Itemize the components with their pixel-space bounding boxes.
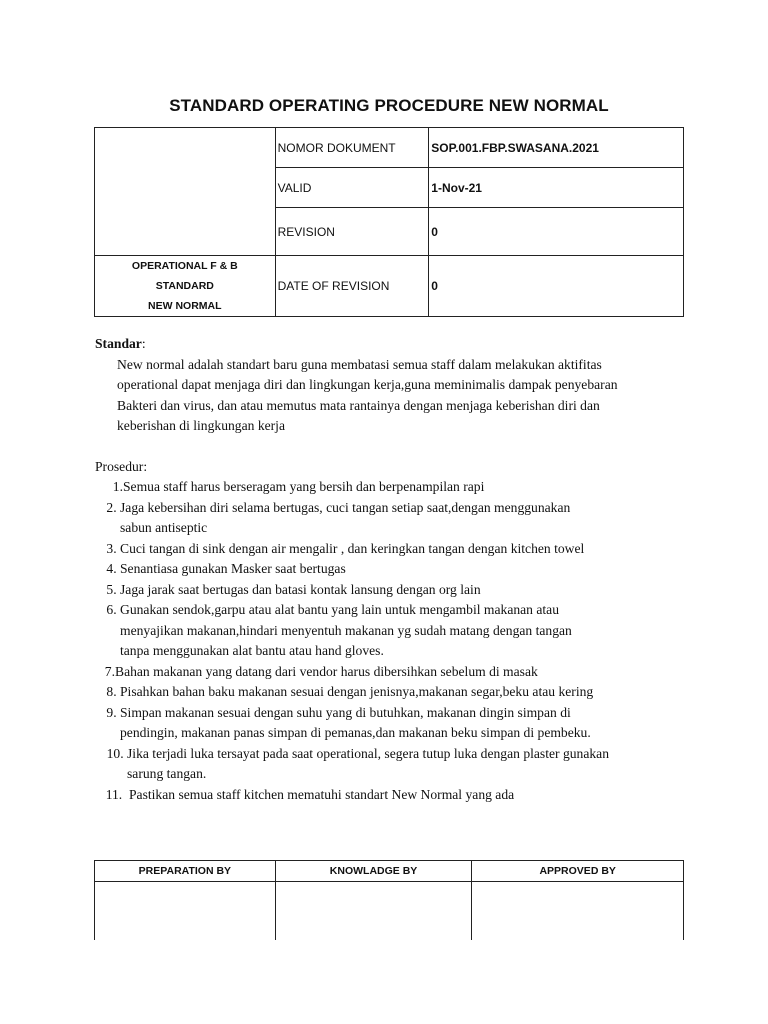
document-body [95, 334, 695, 805]
procedure-item-number: 10. [106, 745, 127, 761]
procedure-item [95, 559, 695, 580]
standard-paragraph [95, 355, 677, 437]
knowledge-by-header: KNOWLADGE BY [275, 861, 472, 882]
procedure-item [95, 539, 695, 560]
standard-line: Bakteri dan virus, dan atau memutus mata rantainya dengan menjaga keberishan diri dan [117, 397, 600, 413]
procedure-item-number: 1. [112, 479, 123, 494]
procedure-item-line: Cuci tangan di sink dengan air mengalir , dan keringkan tangan dengan kitchen towel [120, 540, 585, 556]
standard-line: operational dapat menjaga diri dan lingkungan kerja,guna meminimalis dampak penyebaran [117, 377, 618, 392]
procedure-item-line: Pisahkan bahan baku makanan sesuai dengan jenisnya,makanan segar,beku atau kering [120, 684, 594, 699]
procedure-item-line: tanpa menggunakan alat bantu atau hand gloves. [120, 643, 384, 658]
department-line: STANDARD [155, 280, 214, 292]
procedure-item-number: 2. [106, 499, 120, 515]
procedure-item [95, 744, 695, 785]
department-line: OPERATIONAL F & B [131, 260, 238, 272]
procedure-item-line: sabun antiseptic [120, 520, 208, 535]
procedure-item [95, 580, 695, 601]
procedure-item-line: Jika terjadi luka tersayat pada saat operational, segera tutup luka dengan plaster gunakan [127, 745, 610, 761]
procedure-item-line: Senantiasa gunakan Masker saat bertugas [120, 561, 346, 576]
department-line: NEW NORMAL [148, 300, 222, 312]
procedure-heading: Prosedur: [95, 458, 148, 474]
procedure-item-line: pendingin, makanan panas simpan di pemanas,dan makanan beku simpan di pembeku. [120, 725, 591, 740]
procedure-item-line: Jaga jarak saat bertugas dan batasi kontak lansung dengan org lain [120, 581, 481, 597]
procedure-item-number: 6. [106, 602, 120, 617]
procedure-item-number: 11. [105, 786, 129, 802]
procedure-item-line: Gunakan sendok,garpu atau alat bantu yang lain untuk mengambil makanan atau [120, 602, 560, 617]
procedure-item-number: 5. [106, 581, 120, 597]
approved-by-header: APPROVED BY [472, 861, 684, 882]
doc-number-label: NOMOR DOKUMENT [275, 128, 429, 168]
prepared-by-header: PREPARATION BY [95, 861, 276, 882]
doc-number-value: SOP.001.FBP.SWASANA.2021 [429, 128, 684, 168]
procedure-item-number: 3. [106, 540, 120, 556]
procedure-item-line: Bahan makanan yang datang dari vendor harus dibersihkan sebelum di masak [115, 663, 538, 679]
procedure-item-line: menyajikan makanan,hindari menyentuh makanan yg sudah matang dengan tangan [120, 622, 572, 638]
procedure-item-line: sarung tangan. [127, 766, 207, 781]
standard-line: keberishan di lingkungan kerja [117, 418, 285, 433]
procedure-item [95, 682, 695, 703]
procedure-item-number: 7. [104, 663, 115, 679]
procedure-item-line: Semua staff harus berseragam yang bersih dan berpenampilan rapi [123, 479, 485, 494]
document-info-table [94, 127, 684, 317]
procedure-item-line: Jaga kebersihan diri selama bertugas, cuci tangan setiap saat,dengan menggunakan [120, 499, 571, 515]
procedure-item [95, 498, 695, 539]
procedure-item-number: 9. [106, 704, 120, 720]
valid-label: VALID [275, 168, 429, 208]
procedure-item [95, 662, 695, 683]
knowledge-by-signature [275, 882, 472, 941]
procedure-item [95, 477, 695, 498]
standard-line: New normal adalah standart baru guna membatasi semua staff dalam melakukan aktifitas [117, 356, 602, 372]
valid-value: 1-Nov-21 [429, 168, 684, 208]
procedure-item [95, 785, 695, 806]
logo-cell [95, 128, 276, 256]
standard-heading: Standar: [95, 336, 146, 351]
procedure-item-line: Simpan makanan sesuai dengan suhu yang di butuhkan, makanan dingin simpan di [120, 704, 571, 720]
department-cell [95, 256, 276, 317]
procedure-item-number: 4. [106, 561, 120, 576]
signature-table [94, 860, 684, 940]
procedure-item [95, 703, 695, 744]
date-of-revision-value: 0 [429, 256, 684, 317]
date-of-revision-label: DATE OF REVISION [275, 256, 429, 317]
revision-label: REVISION [275, 208, 429, 256]
revision-value: 0 [429, 208, 684, 256]
prepared-by-signature [95, 882, 276, 941]
approved-by-signature [472, 882, 684, 941]
procedure-item-number: 8. [106, 684, 120, 699]
procedure-list [95, 477, 695, 805]
page-title: STANDARD OPERATING PROCEDURE NEW NORMAL [169, 96, 609, 115]
procedure-item [95, 600, 695, 662]
procedure-item-line: Pastikan semua staff kitchen mematuhi standart New Normal yang ada [129, 786, 515, 802]
